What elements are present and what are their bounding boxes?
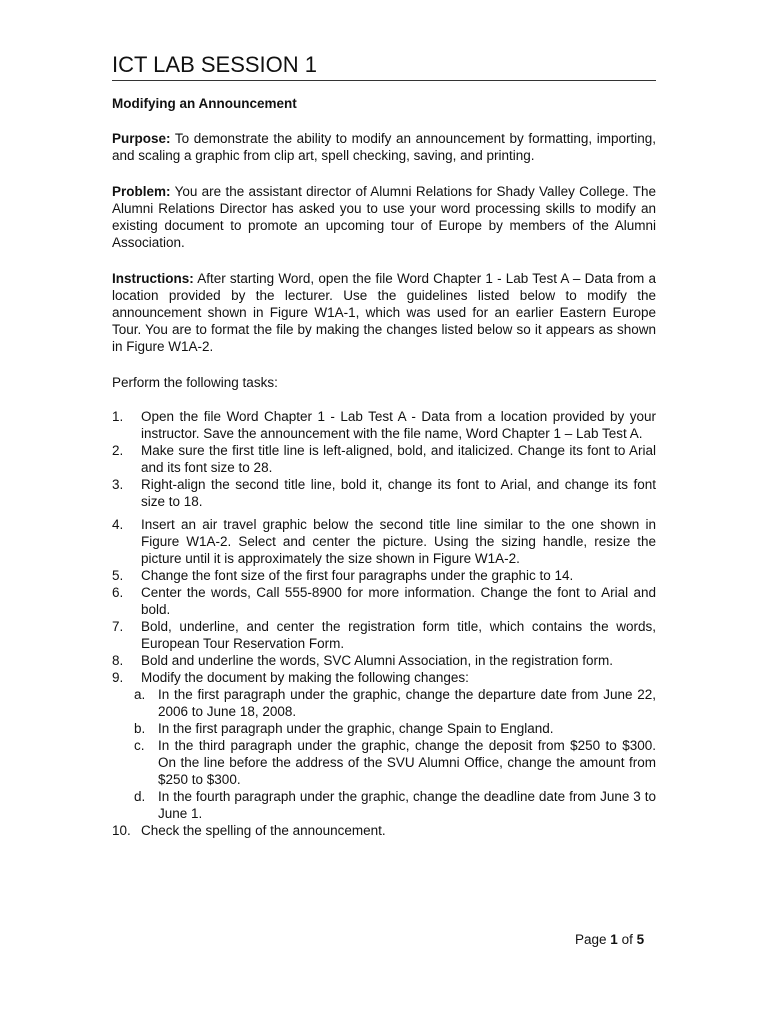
list-item <box>112 442 656 476</box>
list-item-number: 5. <box>112 568 124 583</box>
sub-list-item-letter: b. <box>134 721 146 736</box>
page-word: Page <box>575 932 607 947</box>
list-item-number: 7. <box>112 619 124 634</box>
list-item-number: 1. <box>112 409 124 424</box>
sub-list-item <box>134 720 656 737</box>
list-item-number: 4. <box>112 517 124 532</box>
of-word: of <box>621 932 633 947</box>
list-item-number: 2. <box>112 443 124 458</box>
section-subtitle: Modifying an Announcement <box>112 96 297 111</box>
problem-paragraph <box>112 183 656 251</box>
list-item <box>112 652 656 669</box>
list-item-text: Check the spelling of the announcement. <box>141 823 386 838</box>
instructions-label: Instructions: <box>112 271 194 286</box>
list-item-text: Change the font size of the first four paragraphs under the graphic to 14. <box>141 568 574 583</box>
sub-list-item <box>134 737 656 788</box>
list-item <box>112 408 656 442</box>
sub-list-item-text: In the third paragraph under the graphic, change the deposit from $250 to $300. On the line before the address of the SVU Alumni Office, change the amount from $250 to $300. <box>158 738 656 787</box>
sub-list-item-text: In the fourth paragraph under the graphic, change the deadline date from June 3 to June 1. <box>158 789 656 821</box>
purpose-paragraph <box>112 130 656 164</box>
list-item-number: 9. <box>112 670 124 685</box>
problem-text: You are the assistant director of Alumni Relations for Shady Valley College. The Alumni Relations Director has asked you to use your word processing skills to modify an existing document to promote an upcoming tour of Europe by members of the Alumni Association. <box>112 184 656 250</box>
list-item-text: Center the words, Call 555-8900 for more information. Change the font to Arial and bold. <box>141 585 656 617</box>
list-item <box>112 516 656 567</box>
sub-list-item-letter: a. <box>134 687 146 702</box>
problem-label: Problem: <box>112 184 171 199</box>
list-item-text: Bold and underline the words, SVC Alumni Association, in the registration form. <box>141 653 613 668</box>
list-item <box>112 567 656 584</box>
list-item <box>112 618 656 652</box>
instructions-text: After starting Word, open the file Word Chapter 1 - Lab Test A – Data from a location provided by the lecturer. Use the guidelines listed below to modify the announcement shown in Figure W1A-1, which was used for an earlier Eastern Europe Tour. You are to format the file by making the changes listed below so it appears as shown in Figure W1A-2. <box>112 271 656 354</box>
sub-list-item <box>134 686 656 720</box>
list-item-text: Modify the document by making the following changes: <box>141 670 469 685</box>
list-item <box>112 822 656 839</box>
sub-list-item-letter: d. <box>134 789 146 804</box>
task-list <box>112 408 656 839</box>
list-item <box>112 476 656 510</box>
sub-list-item-letter: c. <box>134 738 145 753</box>
instructions-paragraph <box>112 270 656 355</box>
tasks-intro: Perform the following tasks: <box>112 375 278 390</box>
list-item-number: 6. <box>112 585 124 600</box>
list-item-text: Right-align the second title line, bold it, change its font to Arial, and change its font size to 18. <box>141 477 656 509</box>
page-footer <box>575 932 644 947</box>
list-item-text: Make sure the first title line is left-aligned, bold, and italicized. Change its font to Arial and its font size to 28. <box>141 443 656 475</box>
list-item-number: 8. <box>112 653 124 668</box>
list-item-number: 3. <box>112 477 124 492</box>
page-current: 1 <box>610 932 618 947</box>
list-item <box>112 584 656 618</box>
sub-list-item-text: In the first paragraph under the graphic, change Spain to England. <box>158 721 554 736</box>
sub-list-item <box>134 788 656 822</box>
sub-list-item-text: In the first paragraph under the graphic, change the departure date from June 22, 2006 to June 18, 2008. <box>158 687 656 719</box>
list-item-number: 10. <box>112 823 131 838</box>
list-item <box>112 669 656 822</box>
purpose-label: Purpose: <box>112 131 171 146</box>
sub-task-list <box>134 686 656 822</box>
list-item-text: Insert an air travel graphic below the second title line similar to the one shown in Figure W1A-2. Select and center the picture. Using the sizing handle, resize the picture until it is approximately the size shown in Figure W1A-2. <box>141 517 656 566</box>
list-item-text: Bold, underline, and center the registration form title, which contains the words, European Tour Reservation Form. <box>141 619 656 651</box>
list-item-text: Open the file Word Chapter 1 - Lab Test A - Data from a location provided by your instructor. Save the announcement with the file name, Word Chapter 1 – Lab Test A. <box>141 409 656 441</box>
page-total: 5 <box>636 932 645 947</box>
page-title: ICT LAB SESSION 1 <box>112 52 656 81</box>
purpose-text: To demonstrate the ability to modify an announcement by formatting, importing, and scaling a graphic from clip art, spell checking, saving, and printing. <box>112 131 656 163</box>
